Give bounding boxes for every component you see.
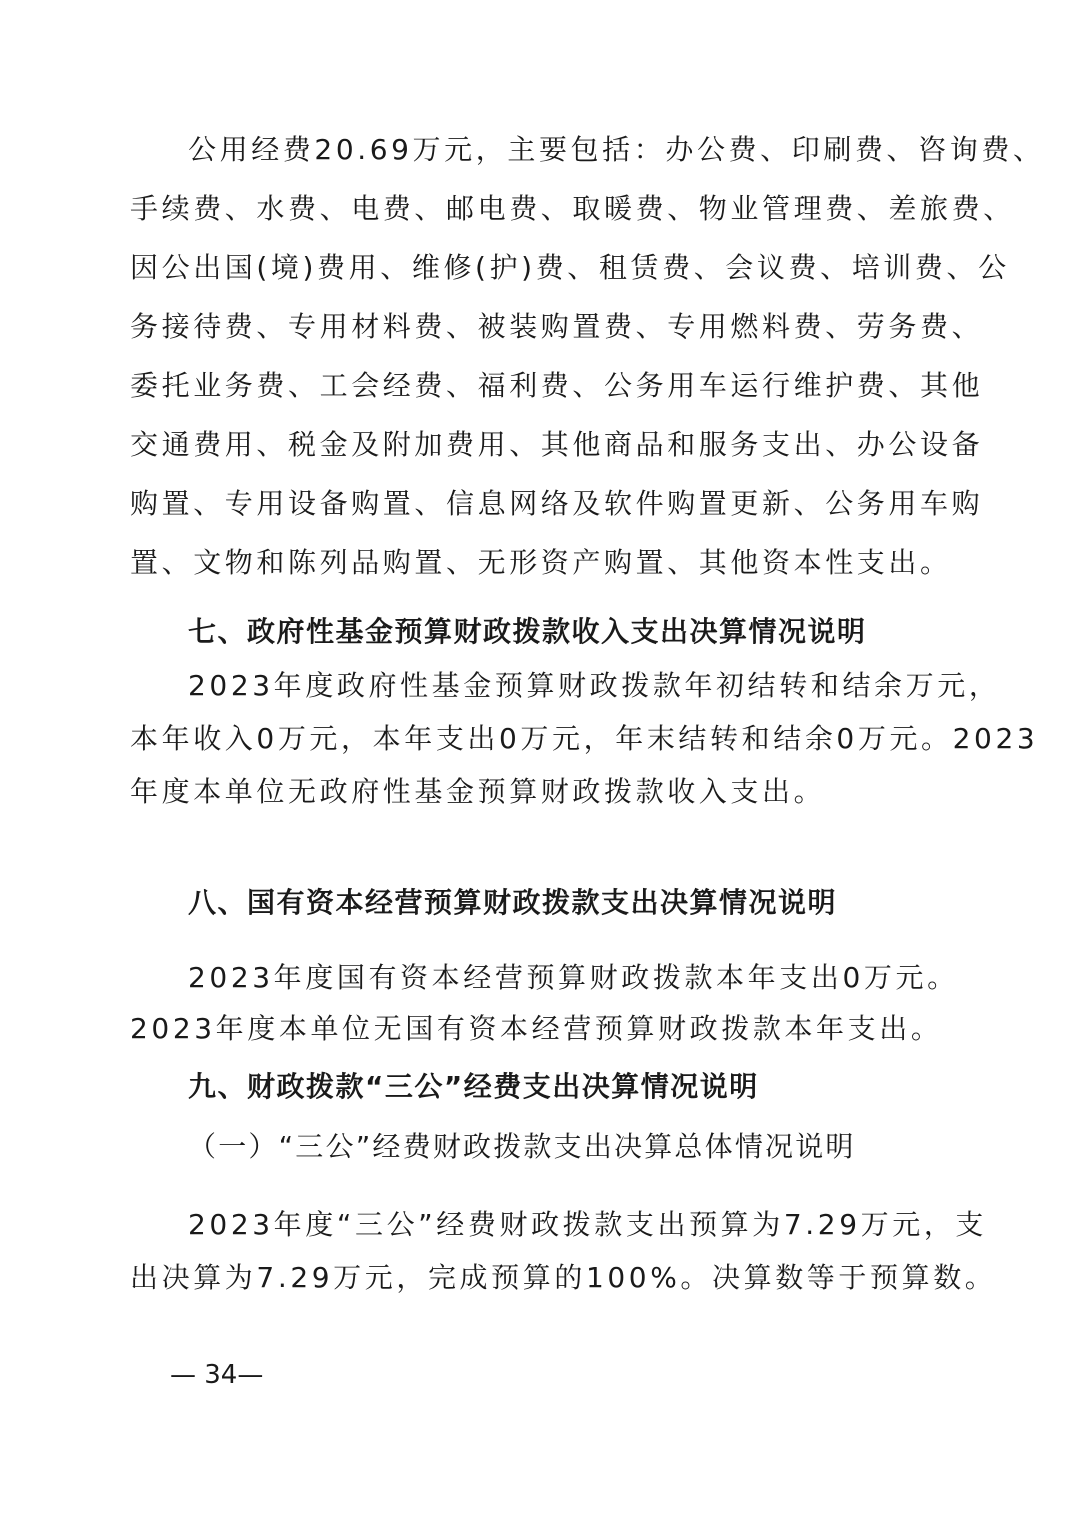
body-text-line: 因公出国(境)费用、维修(护)费、租赁费、会议费、培训费、公 [130, 251, 1010, 284]
section-heading-7: 七、政府性基金预算财政拨款收入支出决算情况说明 [188, 615, 867, 648]
body-text-line: 手续费、水费、电费、邮电费、取暖费、物业管理费、差旅费、 [130, 192, 1015, 225]
body-text-line: 2023年度国有资本经营预算财政拨款本年支出0万元。 [188, 961, 959, 994]
page-number: — 34— [170, 1360, 264, 1390]
body-text-line: 本年收入0万元，本年支出0万元，年末结转和结余0万元。2023 [130, 722, 1039, 755]
body-text-line: 2023年度政府性基金预算财政拨款年初结转和结余万元， [188, 669, 1001, 702]
body-text-line: 交通费用、税金及附加费用、其他商品和服务支出、办公设备 [130, 428, 984, 461]
body-text-line: 公用经费20.69万元，主要包括：办公费、印刷费、咨询费、 [188, 133, 1045, 166]
section-heading-8: 八、国有资本经营预算财政拨款支出决算情况说明 [188, 886, 838, 919]
body-text-line: 出决算为7.29万元，完成预算的100%。决算数等于预算数。 [130, 1261, 997, 1294]
body-text-line: 2023年度本单位无国有资本经营预算财政拨款本年支出。 [130, 1012, 943, 1045]
body-text-line: 委托业务费、工会经费、福利费、公务用车运行维护费、其他 [130, 369, 984, 402]
subsection-heading: （一）“三公”经费财政拨款支出决算总体情况说明 [188, 1130, 856, 1163]
section-heading-9: 九、财政拨款“三公”经费支出决算情况说明 [188, 1070, 759, 1103]
body-text-line: 2023年度“三公”经费财政拨款支出预算为7.29万元，支 [188, 1208, 988, 1241]
body-text-line: 年度本单位无政府性基金预算财政拨款收入支出。 [130, 775, 826, 808]
body-text-line: 务接待费、专用材料费、被装购置费、专用燃料费、劳务费、 [130, 310, 984, 343]
body-text-line: 置、文物和陈列品购置、无形资产购置、其他资本性支出。 [130, 546, 952, 579]
body-text-line: 购置、专用设备购置、信息网络及软件购置更新、公务用车购 [130, 487, 984, 520]
